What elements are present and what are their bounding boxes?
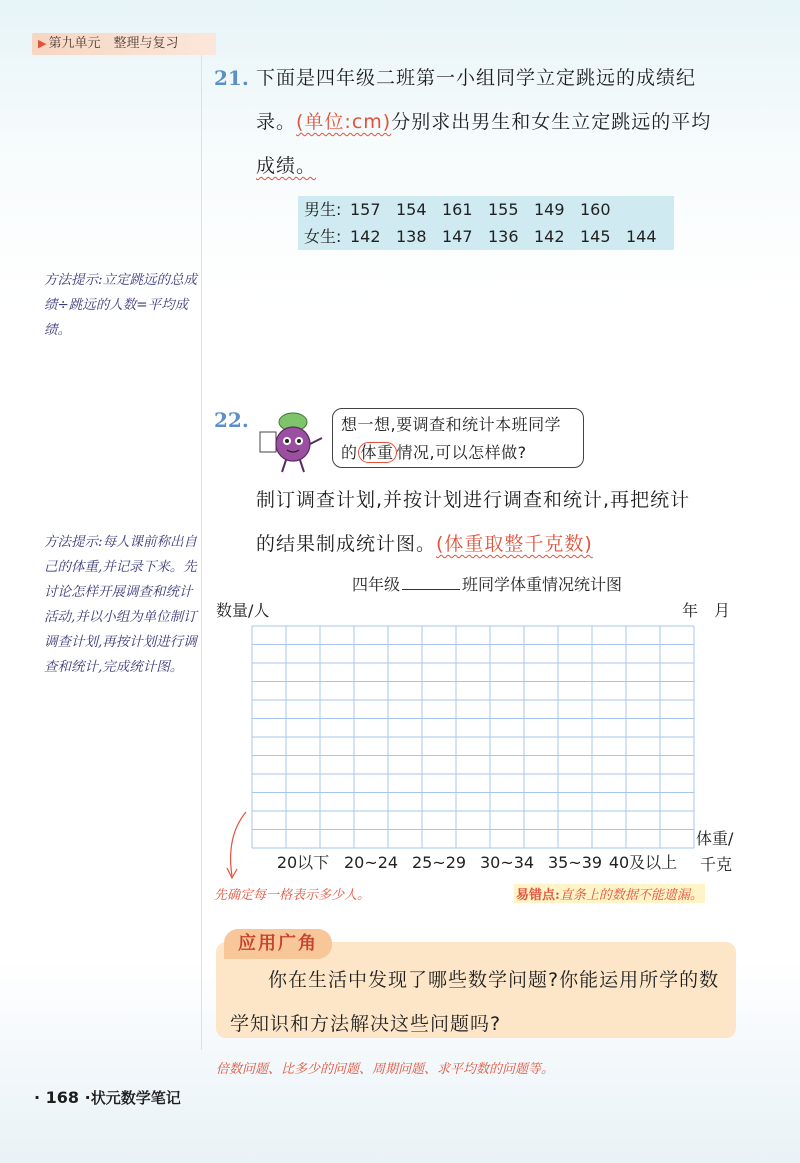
boys-value: 155 bbox=[488, 200, 519, 219]
x-tick-label: 35~39 bbox=[547, 853, 603, 872]
x-tick-label: 20~24 bbox=[343, 853, 399, 872]
girls-value: 147 bbox=[442, 227, 473, 246]
girls-value: 136 bbox=[488, 227, 519, 246]
x-tick-label: 20以下 bbox=[276, 853, 330, 872]
bubble-line2: 的 体重 情况,可以怎样做? bbox=[341, 443, 527, 462]
unit-note: (单位:cm) bbox=[296, 111, 392, 133]
application-tag: 应用广角 bbox=[224, 929, 332, 959]
q21-line2: 录。(单位:cm)分别求出男生和女生立定跳远的平均 bbox=[256, 111, 712, 133]
triangle-right-icon: ▶ bbox=[38, 37, 47, 50]
girls-label: 女生: bbox=[304, 227, 342, 246]
easy-error-note: 易错点:直条上的数据不能遗漏。 bbox=[514, 884, 705, 903]
boys-value: 149 bbox=[534, 200, 565, 219]
problem-types-note: 倍数问题、比多少的问题、周期问题、求平均数的问题等。 bbox=[216, 1062, 555, 1077]
x-axis-label-line1: 体重/ bbox=[696, 829, 734, 848]
boys-label: 男生: bbox=[304, 200, 342, 219]
girls-value: 144 bbox=[626, 227, 657, 246]
annotation-arrow bbox=[231, 812, 246, 876]
boys-value: 161 bbox=[442, 200, 473, 219]
q22-line2: 的结果制成统计图。(体重取整千克数) bbox=[256, 533, 593, 555]
boys-value: 157 bbox=[350, 200, 381, 219]
unit-label: 第九单元 整理与复习 bbox=[48, 36, 179, 51]
x-axis-label-line2: 千克 bbox=[700, 855, 733, 874]
chart-title: 四年级 班同学体重情况统计图 bbox=[352, 575, 623, 594]
date-label: 年 月 bbox=[682, 601, 731, 620]
application-text: 你在生活中发现了哪些数学问题?你能运用所学的数学知识和方法解决这些问题吗? bbox=[230, 969, 720, 1035]
q21-line3: 成绩。 bbox=[256, 155, 317, 177]
q22-line1: 制订调查计划,并按计划进行调查和统计,再把统计 bbox=[256, 489, 691, 511]
y-axis-label: 数量/人 bbox=[216, 601, 270, 620]
boys-value: 154 bbox=[396, 200, 427, 219]
q21-method-hint: 方法提示:立定跳远的总成绩÷跳远的人数=平均成绩。 bbox=[44, 272, 198, 338]
girls-value: 145 bbox=[580, 227, 611, 246]
boys-value: 160 bbox=[580, 200, 611, 219]
page-footer bbox=[34, 1087, 181, 1108]
x-tick-label: 25~29 bbox=[411, 853, 467, 872]
grid-scale-note: 先确定每一格表示多少人。 bbox=[214, 888, 371, 903]
girls-value: 138 bbox=[396, 227, 427, 246]
q22-method-hint: 方法提示:每人课前称出自己的体重,并记录下来。先讨论怎样开展调查和统计活动,并以小组为单位制订调查计划,再按计划进行调查和统计,完成统计图。 bbox=[44, 534, 198, 675]
q21-line1: 下面是四年级二班第一小组同学立定跳远的成绩纪 bbox=[256, 67, 697, 89]
question-number-21: 21. bbox=[214, 66, 249, 90]
weight-highlight: 体重 bbox=[358, 442, 397, 463]
bubble-line1: 想一想,要调查和统计本班同学 bbox=[341, 415, 562, 434]
girls-value: 142 bbox=[350, 227, 381, 246]
girls-value: 142 bbox=[534, 227, 565, 246]
question-number-22: 22. bbox=[214, 408, 249, 432]
page-number: · 168 · bbox=[34, 1088, 91, 1107]
weight-note: (体重取整千克数) bbox=[436, 533, 593, 555]
book-name: 状元数学笔记 bbox=[90, 1089, 181, 1107]
x-tick-label: 30~34 bbox=[479, 853, 535, 872]
x-tick-label: 40及以上 bbox=[608, 853, 678, 872]
